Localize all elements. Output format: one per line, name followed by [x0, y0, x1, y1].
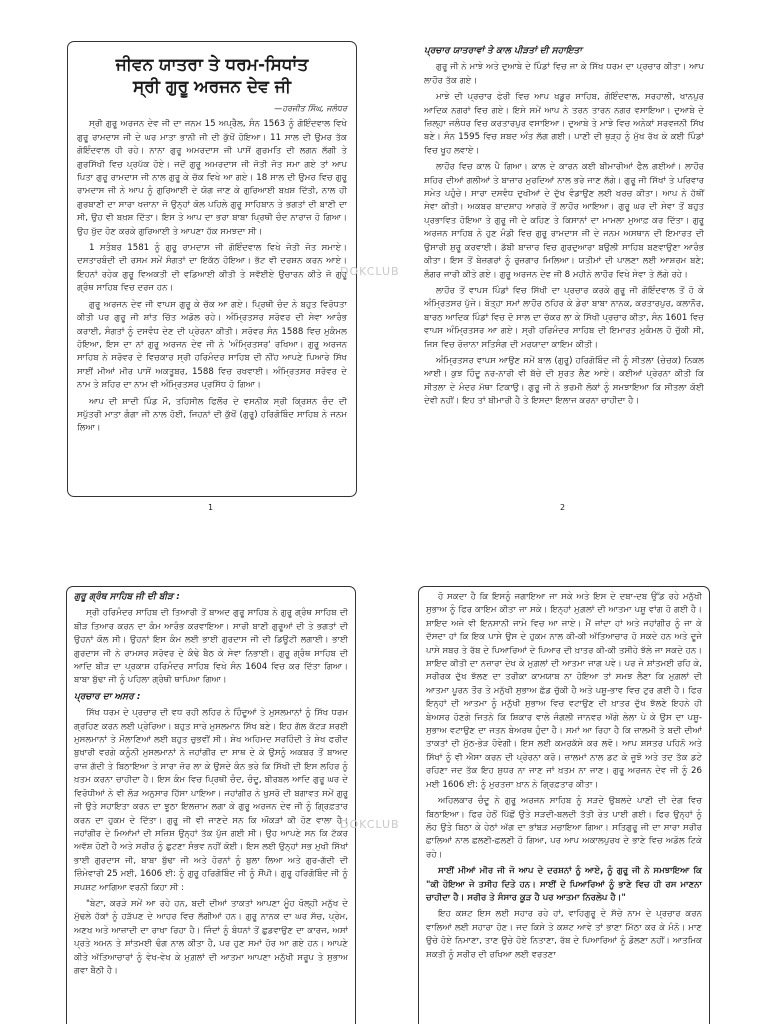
- title-line-1: ਜੀਵਨ ਯਾਤਰਾ ਤੇ ਧਰਮ-ਸਿਧਾਂਤ: [115, 55, 309, 75]
- paragraph: 1 ਸਤੰਬਰ 1581 ਨੂੰ ਗੁਰੂ ਰਾਮਦਾਸ ਜੀ ਗੋਇੰਦਵਾਲ ਵਿਖੇ ਜੋਤੀ ਜੋਤ ਸਮਾਏ। ਦਸਤਾਰਬੰਦੀ ਦੀ ਰਸਮ ਸਮੇਂ ਸੰਗਤਾਂ ਦਾ ਇਕੱਠ ਹੋਇਆ। ਭੱਟ ਵੀ ਦਰਸ਼ਨ ਕਰਨ ਆਏ। ਇਹਨਾਂ ਰਹੇਕ ਗੁਰੂ ਵਿਅਕਤੀ ਦੀ ਵਡਿਆਈ ਕੀਤੀ ਤੇ ਸਵੱਈਏ ਉਚਾਰਨ ਕੀਤੇ ਜੋ ਗੁਰੂ ਗ੍ਰੰਥ ਸਾਹਿਬ ਵਿਚ ਦਰਜ ਹਨ।: [77, 243, 347, 294]
- paragraph: ਅਹਿਲਕਾਰ ਚੰਦੂ ਨੇ ਗੁਰੂ ਅਰਜਨ ਸਾਹਿਬ ਨੂੰ ਸੜਦੇ ਉਬਲਦੇ ਪਾਣੀ ਦੀ ਦੇਗ ਵਿਚ ਬਿਠਾਇਆ। ਫਿਰ ਹੇਠੋਂ ਪਿੱਛੋਂ ਉਤੇ ਸੜਦੀ-ਬਲਦੀ ਤੱਤੀ ਰੇਤ ਪਾਈ ਗਈ। ਫਿਰ ਉਨ੍ਹਾਂ ਨੂੰ ਲੋਹ ਉਤੇ ਬਿਠਾ ਕੇ ਹੇਠਾਂ ਅੱਗ ਦਾ ਭਾਂਬੜ ਮਚਾਇਆ ਗਿਆ। ਸਤਿਗੁਰੂ ਜੀ ਦਾ ਸਾਰਾ ਸਰੀਰ ਛਾਲਿਆਂ ਨਾਲ ਛਲਣੀ-ਛਲਣੀ ਹੋ ਗਿਆ, ਪਰ ਆਪ ਅਕਾਲਪੁਰਖ ਦੇ ਭਾਣੇ ਵਿਚ ਅਡੋਲ ਟਿਕੇ ਰਹੇ।: [426, 796, 702, 860]
- page-number: 2: [560, 503, 566, 512]
- page-2: [418, 41, 710, 497]
- page-1: [67, 41, 357, 497]
- page-4: [418, 586, 710, 1024]
- paragraph: ਲਾਹੌਰ ਵਿਚ ਕਾਲ ਪੈ ਗਿਆ। ਕਾਲ ਦੇ ਕਾਰਨ ਕਈ ਬੀਮਾਰੀਆਂ ਫੈਲ ਗਈਆਂ। ਲਾਹੌਰ ਸ਼ਹਿਰ ਦੀਆਂ ਗਲੀਆਂ ਤੇ ਬਾਜ਼ਾਰ ਮੁਰਦਿਆਂ ਨਾਲ ਭਰੇ ਜਾਣ ਲੱਗੇ। ਗੁਰੂ ਜੀ ਸਿੱਖਾਂ ਤੇ ਪਰਿਵਾਰ ਸਮੇਤ ਪਹੁੰਚੇ। ਸਾਰਾ ਦਸਵੰਧ ਦੁਖੀਆਂ ਦੇ ਦੁੱਖ ਵੰਡਾਉਣ ਲਈ ਖਰਚ ਕੀਤਾ। ਆਪ ਨੇ ਹੱਥੀਂ ਸੇਵਾ ਕੀਤੀ। ਅਕਬਰ ਬਾਦਸ਼ਾਹ ਆਗਰੇ ਤੋਂ ਲਾਹੌਰ ਆਇਆ। ਗੁਰੂ ਘਰ ਦੀ ਸੇਵਾ ਤੋਂ ਬਹੁਤ ਪ੍ਰਭਾਵਿਤ ਹੋਇਆ ਤੇ ਗੁਰੂ ਜੀ ਦੇ ਕਹਿਣ ਤੇ ਕਿਸਾਨਾਂ ਦਾ ਮਾਮਲਾ ਮੁਆਫ਼ ਕਰ ਦਿੱਤਾ। ਗੁਰੂ ਅਰਜਨ ਸਾਹਿਬ ਨੇ ਹੁਣ ਮੰਡੀ ਵਿਚ ਗੁਰੂ ਰਾਮਦਾਸ ਜੀ ਦੇ ਜਨਮ ਅਸਥਾਨ ਦੀ ਇਮਾਰਤ ਦੀ ਉਸਾਰੀ ਸ਼ੁਰੂ ਕਰਵਾਈ। ਡੱਬੀ ਬਾਜ਼ਾਰ ਵਿਚ ਗੁਰਦੁਆਰਾ ਬਉਲੀ ਸਾਹਿਬ ਬਣਵਾਉਣਾ ਆਰੰਭ ਕੀਤਾ। ਇਸ ਤੋਂ ਬੇਜ਼ਗਰਾਂ ਨੂੰ ਰੁਜ਼ਗਾਰ ਮਿਲਿਆ। ਯਤੀਮਾਂ ਦੀ ਪਾਲਣਾ ਲਈ ਆਸ਼ਰਮ ਬਣੇ; ਲੰਗਰ ਜਾਰੀ ਕੀਤੇ ਗਏ। ਗੁਰੂ ਅਰਜਨ ਦੇਵ ਜੀ 8 ਮਹੀਨੇ ਲਾਹੌਰ ਵਿਖੇ ਸੇਵਾ ਤੇ ਲੱਗੇ ਰਹੇ।: [424, 162, 704, 280]
- paragraph: ਲਾਹੌਰ ਤੋਂ ਵਾਪਸ ਪਿੰਡਾਂ ਵਿਚ ਸਿੱਖੀ ਦਾ ਪ੍ਰਚਾਰ ਕਰਕੇ ਗੁਰੂ ਜੀ ਗੋਇੰਦਵਾਲ ਤੋਂ ਹੋ ਕੇ ਅੰਮ੍ਰਿਤਸਰ ਪੁੱਜੇ। ਬੋਤ੍ਹਾ ਸਮਾਂ ਲਾਹੌਰ ਠਹਿਰ ਕੇ ਡੇਰਾ ਬਾਬਾ ਨਾਨਕ, ਕਰਤਾਰਪੁਰ, ਕਲਾਨੌਰ, ਬਾਰਠ ਆਦਿਕ ਪਿੰਡਾਂ ਵਿਚ ਦੋ ਸਾਲ ਦਾ ਚੱਕਰ ਲਾ ਕੇ ਸਿੱਖੀ ਪ੍ਰਚਾਰ ਕੀਤਾ, ਸੰਨ 1601 ਵਿਚ ਵਾਪਸ ਅੰਮ੍ਰਿਤਸਰ ਆ ਗਏ। ਸ੍ਰੀ ਹਰਿਮੰਦਰ ਸਾਹਿਬ ਦੀ ਇਮਾਰਤ ਮੁਕੰਮਲ ਹੋ ਚੁੱਕੀ ਸੀ, ਜਿਸ ਵਿਚ ਰੋਜ਼ਾਨਾ ਸਤਿਸੰਗ ਦੀ ਮਰਯਾਦਾ ਕਾਇਮ ਕੀਤੀ।: [424, 285, 704, 350]
- article-title: [77, 54, 347, 98]
- paragraph: ਆਪ ਦੀ ਸ਼ਾਦੀ ਪਿੰਡ ਮੌ, ਤਹਿਸੀਲ ਫਿਲੌਰ ਦੇ ਵਸਨੀਕ ਸ੍ਰੀ ਕ੍ਰਿਸ਼ਨ ਚੰਦ ਦੀ ਸਪੁੱਤਰੀ ਮਾਤਾ ਗੰਗਾ ਜੀ ਨਾਲ ਹੋਈ, ਜਿਹਨਾਂ ਦੀ ਕੁੱਖੋਂ (ਗੁਰੂ) ਹਰਿਗੋਬਿੰਦ ਸਾਹਿਬ ਨੇ ਜਨਮ ਲਿਆ।: [77, 396, 347, 434]
- section-heading: ਗੁਰੂ ਗ੍ਰੰਥ ਸਾਹਿਬ ਜੀ ਦੀ ਬੀੜ :: [74, 592, 180, 602]
- paragraph: ਸ੍ਰੀ ਗੁਰੂ ਅਰਜਨ ਦੇਵ ਜੀ ਦਾ ਜਨਮ 15 ਅਪ੍ਰੈਲ, ਸੰਨ 1563 ਨੂੰ ਗੋਇੰਦਵਾਲ ਵਿਖੇ ਗੁਰੂ ਰਾਮਦਾਸ ਜੀ ਦੇ ਘਰ ਮਾਤਾ ਭਾਨੀ ਜੀ ਦੀ ਕੁੱਖੋਂ ਹੋਇਆ। 11 ਸਾਲ ਦੀ ਉਮਰ ਤੱਕ ਗੋਇੰਦਵਾਲ ਹੀ ਰਹੇ। ਨਾਨਾ ਗੁਰੂ ਅਮਰਦਾਸ ਜੀ ਪਾਸੋਂ ਗੁਰਮਤਿ ਦੀ ਲਗਨ ਲੱਗੀ ਤੇ ਗੁਰਸਿੱਖੀ ਵਿਚ ਪ੍ਰਪੱਕ ਹੋਏ। ਜਦੋਂ ਗੁਰੂ ਅਮਰਦਾਸ ਜੀ ਜੋਤੀ ਜੋਤ ਸਮਾ ਗਏ ਤਾਂ ਆਪ ਪਿਤਾ ਗੁਰੂ ਰਾਮਦਾਸ ਜੀ ਨਾਲ ਗੁਰੂ ਕੇ ਚੱਕ ਵਿਖੇ ਆ ਗਏ। 18 ਸਾਲ ਦੀ ਉਮਰ ਵਿਚ ਗੁਰੂ ਰਾਮਦਾਸ ਜੀ ਨੇ ਆਪ ਨੂੰ ਗੁਰਿਆਈ ਦੇ ਯੋਗ ਜਾਣ ਕੇ ਗੁਰਿਆਈ ਬਖ਼ਸ਼ ਦਿੱਤੀ, ਨਾਲ ਹੀ ਗੁਰਬਾਣੀ ਦਾ ਸਾਰਾ ਖਜ਼ਾਨਾ ਜੋ ਉਨ੍ਹਾਂ ਕੋਲ ਪਹਿਲੇ ਗੁਰੂ ਸਾਹਿਬਾਨ ਤੇ ਭਗਤਾਂ ਦੀ ਬਾਣੀ ਦਾ ਸੀ, ਉਹ ਵੀ ਬਖ਼ਸ਼ ਦਿੱਤਾ। ਇਸ ਤੇ ਆਪ ਦਾ ਭਰਾ ਬਾਬਾ ਪ੍ਰਿਥੀ ਚੰਦ ਨਾਰਾਜ਼ ਹੋ ਗਿਆ। ਉਹ ਖੁੱਦ ਹੋਣ ਕਰਕੇ ਗੁਰਿਆਈ ਤੇ ਆਪਣਾ ਹੱਕ ਸਮਝਦਾ ਸੀ।: [77, 119, 347, 237]
- paragraph: ਸਿੱਖ ਧਰਮ ਦੇ ਪ੍ਰਚਾਰ ਦੀ ਵਧ ਰਹੀ ਲਹਿਰ ਨੇ ਹਿੰਦੂਆਂ ਤੇ ਮੁਸਲਮਾਨਾਂ ਨੂੰ ਸਿੱਖ ਧਰਮ ਗ੍ਰਹਿਣ ਕਰਨ ਲਈ ਪ੍ਰੇਰਿਆ। ਬਹੁਤ ਸਾਰੇ ਮੁਸਲਮਾਨ ਸਿੱਖ ਬਣੇ। ਇਹ ਗੱਲ ਕੱਟੜ ਸ਼ਰਈ ਮੁਸਲਮਾਨਾਂ ਤੇ ਮੌਲਾਣਿਆਂ ਲਈ ਬਹੁਤ ਚੁਭਵੀਂ ਸੀ। ਸ਼ੇਖ ਅਹਿਮਦ ਸਰਹਿੰਦੀ ਤੇ ਸ਼ੇਖ ਫਰੀਦ ਬੁਖਾਰੀ ਵਰਗੇ ਕਨੂੰਨੀ ਮੁਸਲਮਾਨਾਂ ਨੇ ਜਹਾਂਗੀਰ ਦਾ ਸਾਥ ਦੇ ਕੇ ਉਸਨੂੰ ਅਕਬਰ ਤੋਂ ਬਾਅਦ ਰਾਜ ਗੱਦੀ ਤੇ ਬਿਠਾਇਆ ਤੇ ਸਾਰਾ ਜ਼ੋਰ ਲਾ ਕੇ ਉਸਦੇ ਕੰਨ ਭਰੇ ਕਿ ਸਿੱਖੀ ਦੀ ਇਸ ਲਹਿਰ ਨੂੰ ਖ਼ਤਮ ਕਰਨਾ ਚਾਹੀਦਾ ਹੈ। ਇਸ ਕੰਮ ਵਿਚ ਪ੍ਰਿਥੀ ਚੰਦ, ਚੰਦੂ, ਬੀਰਬਲ ਆਦਿ ਗੁਰੂ ਘਰ ਦੇ ਵਿਰੋਧੀਆਂ ਨੇ ਵੀ ਲੋੜ ਅਨੁਸਾਰ ਹਿੱਸਾ ਪਾਇਆ। ਜਹਾਂਗੀਰ ਨੇ ਖੁਸਰੋ ਦੀ ਬਗਾਵਤ ਸਮੇਂ ਗੁਰੂ ਜੀ ਉਤੇ ਸਹਾਇਤਾ ਕਰਨ ਦਾ ਝੂਠਾ ਇਲਜ਼ਾਮ ਲਗਾ ਕੇ ਗੁਰੂ ਅਰਜਨ ਦੇਵ ਜੀ ਨੂੰ ਗ੍ਰਿਫ਼ਤਾਰ ਕਰਨ ਦਾ ਹੁਕਮ ਦੇ ਦਿੱਤਾ। ਗੁਰੂ ਜੀ ਵੀ ਜਾਣਦੇ ਸਨ ਕਿ ਔਕੜਾਂ ਕੀ ਹੋਣ ਵਾਲਾ ਹੈ। ਜਹਾਂਗੀਰ ਦੇ ਮਿਆਂਮਾਂ ਦੀ ਸਜ਼ਿਸ਼ ਉਨ੍ਹਾਂ ਤੱਕ ਪੁੱਜ ਗਈ ਸੀ। ਉਹ ਆਪਣੇ ਸਨ ਕਿ ਟੱਕਰ ਅਵੱਸ਼ ਹੋਣੀ ਹੈ ਅਤੇ ਸਰੀਰ ਨੂੰ ਛੁਟਣਾ ਸੰਭਵ ਨਹੀਂ ਕੋਈ। ਇਸ ਲਈ ਉਨ੍ਹਾਂ ਸਭ ਮੁਖੀ ਸਿੱਖਾਂ ਭਾਈ ਗੁਰਦਾਸ ਜੀ, ਬਾਬਾ ਬੁੱਢਾ ਜੀ ਅਤੇ ਹੋਰਨਾਂ ਨੂੰ ਬੁਲਾ ਲਿਆ ਅਤੇ ਗੁਰ-ਗੱਦੀ ਦੀ ਜ਼ਿੰਮੇਵਾਰੀ 25 ਮਈ, 1606 ਈ: ਨੂੰ ਗੁਰੂ ਹਰਿਗੋਬਿੰਦ ਜੀ ਨੂੰ ਸੌਂਪੀ। ਗੁਰੂ ਹਰਿਗੋਬਿੰਦ ਜੀ ਨੂੰ ਸਪਸ਼ਟ ਆਗਿਆ ਵਰਨੀ ਕਿਹਾ ਸੀ :: [74, 708, 348, 893]
- paragraph: ਮਾਝੇ ਦੀ ਪ੍ਰਚਾਰ ਫੇਰੀ ਵਿਚ ਆਪ ਖਡੂਰ ਸਾਹਿਬ, ਗੋਇੰਦਵਾਲ, ਸਰਹਾਲੀ, ਖਾਨਪੁਰ ਆਦਿਕ ਨਗਰਾਂ ਵਿਚ ਗਏ। ਇਸੇ ਸਮੇਂ ਆਪ ਨੇ ਤਰਨ ਤਾਰਨ ਨਗਰ ਵਸਾਇਆ। ਦੁਆਬੇ ਦੇ ਜ਼ਿਲ੍ਹਾ ਜਲੰਧਰ ਵਿਚ ਕਰਤਾਰਪੁਰ ਵਸਾਇਆ। ਦੁਆਬੇ ਤੇ ਮਾਝੇ ਵਿਚ ਅਨੇਕਾਂ ਸਰਵਜਨੀ ਸਿੱਖ ਬਣੇ। ਸੰਨ 1595 ਵਿਚ ਸ਼ਬਦ ਅੰਤ ਲੱਗ ਗਈ। ਪਾਣੀ ਦੀ ਥੁੜ੍ਹ ਨੂੰ ਮੁੱਖ ਰੱਖ ਕੇ ਕਈ ਪਿੰਡਾਂ ਵਿਚ ਖੂਹ ਲਵਾਏ।: [424, 92, 704, 156]
- title-line-2: ਸ੍ਰੀ ਗੁਰੂ ਅਰਜਨ ਦੇਵ ਜੀ: [132, 77, 292, 97]
- section-heading: ਪ੍ਰਚਾਰ ਦਾ ਅਸਰ :: [74, 691, 141, 702]
- paragraph: ਸ੍ਰੀ ਹਰਿਮੰਦਰ ਸਾਹਿਬ ਦੀ ਤਿਆਰੀ ਤੋਂ ਬਾਅਦ ਗੁਰੂ ਸਾਹਿਬ ਨੇ ਗੁਰੂ ਗ੍ਰੰਥ ਸਾਹਿਬ ਦੀ ਬੀੜ ਤਿਆਰ ਕਰਨ ਦਾ ਕੰਮ ਆਰੰਭ ਕਰਵਾਇਆ। ਸਾਰੀ ਬਾਣੀ ਗੁਰੂਆਂ ਦੀ ਤੇ ਭਗਤਾਂ ਦੀ ਉਹਨਾਂ ਕੋਲ ਸੀ। ਉਹਨਾਂ ਇਸ ਕੰਮ ਲਈ ਭਾਈ ਗੁਰਦਾਸ ਜੀ ਦੀ ਡਿਊਟੀ ਲਗਾਈ। ਭਾਈ ਗੁਰਦਾਸ ਜੀ ਨੇ ਰਾਮਸਰ ਸਰੋਵਰ ਦੇ ਕੰਢੇ ਬੈਠ ਕੇ ਸੇਵਾ ਨਿਭਾਈ। ਗੁਰੂ ਗ੍ਰੰਥ ਸਾਹਿਬ ਦੀ ਆਦਿ ਬੀੜ ਦਾ ਪ੍ਰਕਾਸ਼ ਹਰਿਮੰਦਰ ਸਾਹਿਬ ਵਿਖੇ ਸੰਨ 1604 ਵਿਚ ਕਰ ਦਿੱਤਾ ਗਿਆ। ਬਾਬਾ ਬੁੱਢਾ ਜੀ ਨੂੰ ਪਹਿਲਾ ਗ੍ਰੰਥੀ ਥਾਪਿਆ ਗਿਆ।: [74, 608, 348, 686]
- watermark: DOKCLUB: [340, 818, 400, 831]
- paragraph: ਅੰਮ੍ਰਿਤਸਰ ਵਾਪਸ ਆਉਣ ਸਮੇਂ ਬਾਲ (ਗੁਰੂ) ਹਰਿਗੋਬਿੰਦ ਜੀ ਨੂੰ ਸੀਤਲਾ (ਚੇਚਕ) ਨਿਕਲ ਆਈ। ਕੁਝ ਹਿੰਦੂ ਨਰ-ਨਾਰੀ ਵੀ ਬੱਚੇ ਦੀ ਸੁਰਤ ਲੈਣ ਆਏ। ਕਈਆਂ ਪ੍ਰੇਰਨਾ ਕੀਤੀ ਕਿ ਸੀਤਲਾ ਦੇ ਮੰਦਰ ਮੱਥਾ ਟਿਕਾਉ। ਗੁਰੂ ਜੀ ਨੇ ਭਰਮੀ ਲੋਕਾਂ ਨੂੰ ਸਮਝਾਇਆ ਕਿ ਸੀਤਲਾ ਕੋਈ ਦੇਵੀ ਨਹੀਂ। ਇਹ ਤਾਂ ਬੀਮਾਰੀ ਹੈ ਤੇ ਇਸਦਾ ਇਲਾਜ ਕਰਨਾ ਚਾਹੀਦਾ ਹੈ।: [424, 355, 704, 407]
- page-number: 1: [208, 503, 214, 512]
- paragraph: ਸਾਈਂ ਮੀਆਂ ਮੀਰ ਜੀ ਜੋ ਆਪ ਦੇ ਦਰਸ਼ਨਾਂ ਨੂੰ ਆਏ, ਨੂੰ ਗੁਰੂ ਜੀ ਨੇ ਸਮਝਾਇਆ ਕਿ "ਕੀ ਹੋਇਆ ਜੇ ਤਸੀਹ ਦਿਤੇ ਹਨ। ਸਾਈਂ ਦੇ ਪਿਆਰਿਆਂ ਨੂੰ ਭਾਣੇ ਵਿਚ ਹੀ ਰਸ ਮਾਣਨਾ ਚਾਹੀਦਾ ਹੈ। ਸਰੀਰ ਤੇ ਸੰਸਾਰ ਕੂੜ ਹੈ ਪਰ ਆਤਮਾ ਨਿਰਲੇਪ ਹੈ।": [426, 866, 702, 903]
- paragraph: ਹੋ ਸਕਦਾ ਹੈ ਕਿ ਇਸਨੂੰ ਜਗਾਇਆ ਜਾ ਸਕੇ ਅਤੇ ਇਸ ਦੇ ਦਬਾ-ਦਬ ਉੱਡ ਰਹੇ ਮਨੁੱਖੀ ਸੁਭਾਅ ਨੂੰ ਫਿਰ ਕਾਇਮ ਕੀਤਾ ਜਾ ਸਕੇ। ਇਨ੍ਹਾਂ ਮੁਗ਼ਲਾਂ ਦੀ ਆਤਮਾ ਪਸ਼ੂ ਵਾਂਗ ਹੋ ਗਈ ਹੈ। ਸ਼ਾਇਦ ਅਜੇ ਵੀ ਇਨਸਾਨੀ ਜਾਮੇ ਵਿਚ ਆ ਜਾਏ। ਮੈਂ ਜਾਂਦਾ ਹਾਂ ਅਤੇ ਜਹਾਂਗੀਰ ਨੂੰ ਜਾ ਕੇ ਦੱਸਦਾ ਹਾਂ ਕਿ ਇਕ ਪਾਸੇ ਉਸ ਦੇ ਹੁਕਮ ਨਾਲ ਕੀ-ਕੀ ਅੱਤਿਆਚਾਰ ਹੋ ਸਕਦੇ ਹਨ ਅਤੇ ਦੂਜੇ ਪਾਸੇ ਸਬਰ ਤੇ ਰੱਬ ਦੇ ਪਿਆਰਿਆਂ ਦੇ ਪਿਆਰ ਦੀ ਖ਼ਾਤਰ ਕੀ-ਕੀ ਤਸੀਹੇ ਝੱਲੇ ਜਾ ਸਕਦੇ ਹਨ। ਸ਼ਾਇਦ ਕੀਤੀ ਦਾ ਨਜ਼ਾਰਾ ਦੇਖ ਕੇ ਮੁਗ਼ਲਾਂ ਦੀ ਆਤਮਾ ਜਾਗ ਪਵੇ। ਪਰ ਜੇ ਸ਼ਾਂਤਮਈ ਰਹਿ ਕੇ, ਸਰੀਰਕ ਦੁੱਖ ਝੱਲਣ ਦਾ ਤਰੀਕਾ ਕਾਮਯਾਬ ਨਾ ਹੋਇਆ ਤਾਂ ਸਮਝ ਲੈਣਾ ਕਿ ਮੁਗ਼ਲਾਂ ਦੀ ਆਤਮਾ ਪੂਰਨ ਤੌਰ ਤੇ ਮਨੁੱਖੀ ਸੁਭਾਅ ਛੱਡ ਚੁੱਕੀ ਹੈ ਅਤੇ ਪਸ਼ੂ-ਭਾਵ ਵਿਚ ਟੁਰ ਗਈ ਹੈ। ਫਿਰ ਇਨ੍ਹਾਂ ਦੀ ਆਤਮਾ ਨੂੰ ਮਨੁੱਖੀ ਸੁਭਾਅ ਵਿਚ ਵਟਾਉਣ ਦੀ ਖ਼ਾਤਰ ਦੁੱਖ ਝੱਲਣੇ ਇਹਨੇ ਹੀ ਬੇਅਸਰ ਹੋਣਗੇ ਜਿਤਨੇ ਕਿ ਸ਼ਿਕਾਰ ਵਾਲੇ ਜੰਗਲੀ ਜਾਨਵਰ ਅੱਗੇ ਲੇਲਾ ਪੇ ਕੇ ਉਸ ਦਾ ਪਸ਼ੂ-ਸੁਭਾਅ ਵਟਾਉਣ ਦਾ ਜਤਨ ਬੇਅਰਥ ਹੁੰਦਾ ਹੈ। ਸਮਾਂ ਆ ਰਿਹਾ ਹੈ ਕਿ ਜ਼ਾਲਮੀ ਤੇ ਬਦੀ ਦੀਆਂ ਤਾਕਤਾਂ ਦੀ ਮੁੱਠ-ਭੇੜ ਹੋਵੇਗੀ। ਇਸ ਲਈ ਕਮਰਕੱਸੇ ਕਰ ਲਵੋ। ਆਪ ਸ਼ਸਤਰ ਪਹਿਨੋ ਅਤੇ ਸਿੱਖਾਂ ਨੂੰ ਵੀ ਐਸਾ ਕਰਨ ਦੀ ਪ੍ਰੇਰਨਾ ਕਰੋ। ਜ਼ਾਲਮਾਂ ਨਾਲ ਡਟ ਕੇ ਜੂਝੋ ਅਤੇ ਤਦ ਤੱਕ ਡਟੇ ਰਹਿਣਾ ਜਦ ਤੱਕ ਇਹ ਸ਼ੁਧਰ ਨਾ ਜਾਣ ਜਾਂ ਖ਼ਤਮ ਨਾ ਜਾਣ। ਗੁਰੂ ਅਰਜਨ ਦੇਵ ਜੀ ਨੂੰ 26 ਮਈ 1606 ਈ: ਨੂੰ ਮੁਰਤਜ਼ਾ ਖ਼ਾਨ ਨੇ ਗ੍ਰਿਫ਼ਤਾਰ ਕੀਤਾ।: [426, 592, 702, 790]
- page-3: [66, 586, 356, 1024]
- paragraph: ਇਹ ਕਸ਼ਟ ਇਸ ਲਈ ਸਹਾਰ ਰਹੇ ਹਾਂ, ਵਾਹਿਗੁਰੂ ਦੇ ਸੱਚੇ ਨਾਮ ਦੇ ਪ੍ਰਚਾਰ ਕਰਨ ਵਾਲਿਆਂ ਲਈ ਸਹਾਰਾ ਹੋਣ। ਜਦ ਕਿਸੇ ਤੇ ਕਸ਼ਟ ਆਵੇ ਤਾਂ ਭਾਣਾ ਮਿੱਠਾ ਕਰ ਕੇ ਮੰਨੋ। ਮਾਣ ਉਚੇ ਹੋਏ ਨਿਮਾਣਾ, ਤਾਣ ਉਚੇ ਹੋਏ ਨਿਤਾਣਾ, ਰੱਬ ਦੇ ਪਿਆਰਿਆਂ ਨੂੰ ਡੋਲਣਾ ਨਹੀਂ। ਆਤਮਿਕ ਸ਼ਕਤੀ ਨੂੰ ਸਰੀਰ ਦੀ ਰਖਿਆ ਲਈ ਵਰਤਣਾ: [426, 909, 702, 960]
- section-heading: ਪ੍ਰਚਾਰ ਯਾਤਰਾਵਾਂ ਤੇ ਕਾਲ ਪੀੜਤਾਂ ਦੀ ਸਹਾਇਤਾ: [424, 46, 582, 56]
- watermark: DOKCLUB: [340, 265, 400, 278]
- paragraph: ਗੁਰੂ ਜੀ ਨੇ ਮਾਝੇ ਅਤੇ ਦੁਆਬੇ ਦੇ ਪਿੰਡਾਂ ਵਿਚ ਜਾ ਕੇ ਸਿੱਖ ਧਰਮ ਦਾ ਪ੍ਰਚਾਰ ਕੀਤਾ। ਆਪ ਲਾਹੌਰ ਤੱਕ ਗਏ।: [424, 62, 704, 86]
- author-byline: —ਹਰਜੀਤ ਸਿੰਘ, ਜਲੰਧਰ: [274, 104, 347, 113]
- paragraph: ਗੁਰੂ ਅਰਜਨ ਦੇਵ ਜੀ ਵਾਪਸ ਗੁਰੂ ਕੇ ਚੱਕ ਆ ਗਏ। ਪ੍ਰਿਥੀ ਚੰਦ ਨੇ ਬਹੁਤ ਵਿਰੋਧਤਾ ਕੀਤੀ ਪਰ ਗੁਰੂ ਜੀ ਸ਼ਾਂਤ ਚਿੱਤ ਅਡੋਲ ਰਹੇ। ਅੰਮ੍ਰਿਤਸਰ ਸਰੋਵਰ ਦੀ ਸੇਵਾ ਆਰੰਭ ਕਰਾਈ, ਸੰਗਤਾਂ ਨੂੰ ਦਸਵੰਧ ਦੇਣ ਦੀ ਪ੍ਰੇਰਨਾ ਕੀਤੀ। ਸਰੋਵਰ ਸੰਨ 1588 ਵਿਚ ਮੁਕੰਮਲ ਹੋਇਆ, ਇਸ ਦਾ ਨਾਂ ਗੁਰੂ ਅਰਜਨ ਦੇਵ ਜੀ ਨੇ 'ਅੰਮ੍ਰਿਤਸਰ' ਰਖਿਆ। ਗੁਰੂ ਅਰਜਨ ਸਾਹਿਬ ਨੇ ਸਰੋਵਰ ਦੇ ਵਿਚਕਾਰ ਸ੍ਰੀ ਹਰਿਮੰਦਰ ਸਾਹਿਬ ਦੀ ਨੀਂਹ ਆਪਣੇ ਪਿਆਰੇ ਸਿੱਖ ਸਾਈਂ ਮੀਆਂ ਮੀਰ ਪਾਸੋਂ ਅਕਤੂਬਰ, 1588 ਵਿਚ ਰਖਵਾਈ। ਅੰਮ੍ਰਿਤਸਰ ਸਰੋਵਰ ਦੇ ਨਾਮ ਤੇ ਸ਼ਹਿਰ ਦਾ ਨਾਮ ਵੀ ਅੰਮ੍ਰਿਤਸਰ ਪ੍ਰਸਿੱਧ ਹੋ ਗਿਆ।: [77, 299, 347, 391]
- paragraph: "ਬੇਟਾ, ਕਰੜੇ ਸਮੇਂ ਆ ਰਹੇ ਹਨ, ਬਦੀ ਦੀਆਂ ਤਾਕਤਾਂ ਆਪਣਾ ਮੂੰਹ ਖੋਲ੍ਹੀ ਮਨੁੱਖ ਦੇ ਮੁੱਢਲੇ ਹੱਕਾਂ ਨੂੰ ਹੜੱਪਣ ਦੇ ਆਹਰ ਵਿਚ ਲੱਗੀਆਂ ਹਨ। ਗੁਰੂ ਨਾਨਕ ਦਾ ਘਰ ਸੱਚ, ਪ੍ਰੇਮ, ਅਣਖ ਅਤੇ ਆਜ਼ਾਦੀ ਦਾ ਰਾਖਾ ਰਿਹਾ ਹੈ। ਜਿੰਦਾਂ ਨੂੰ ਬੰਧਨਾਂ ਤੋਂ ਛੁਡਵਾਉਣ ਦਾ ਕਾਰਜ, ਅਸਾਂ ਪ੍ਰਤੇ ਅਮਨ ਤੇ ਸ਼ਾਂਤਮਈ ਢੰਗ ਨਾਲ ਕੀਤਾ ਹੈ, ਪਰ ਹੁਣ ਸਮਾਂ ਹੋਰ ਆ ਗਏ ਹਨ। ਆਪਣੇ ਕੀਤੇ ਅੱਤਿਆਚਾਰਾਂ ਨੂੰ ਵੇਖ-ਵੇਖ ਕੇ ਮੁਗ਼ਲਾਂ ਦੀ ਆਤਮਾ ਆਪਣਾ ਮਨੁੱਖੀ ਸਰੂਪ ਤੇ ਸੁਭਾਅ ਗਵਾ ਬੈਠੀ ਹੈ।: [74, 898, 348, 976]
